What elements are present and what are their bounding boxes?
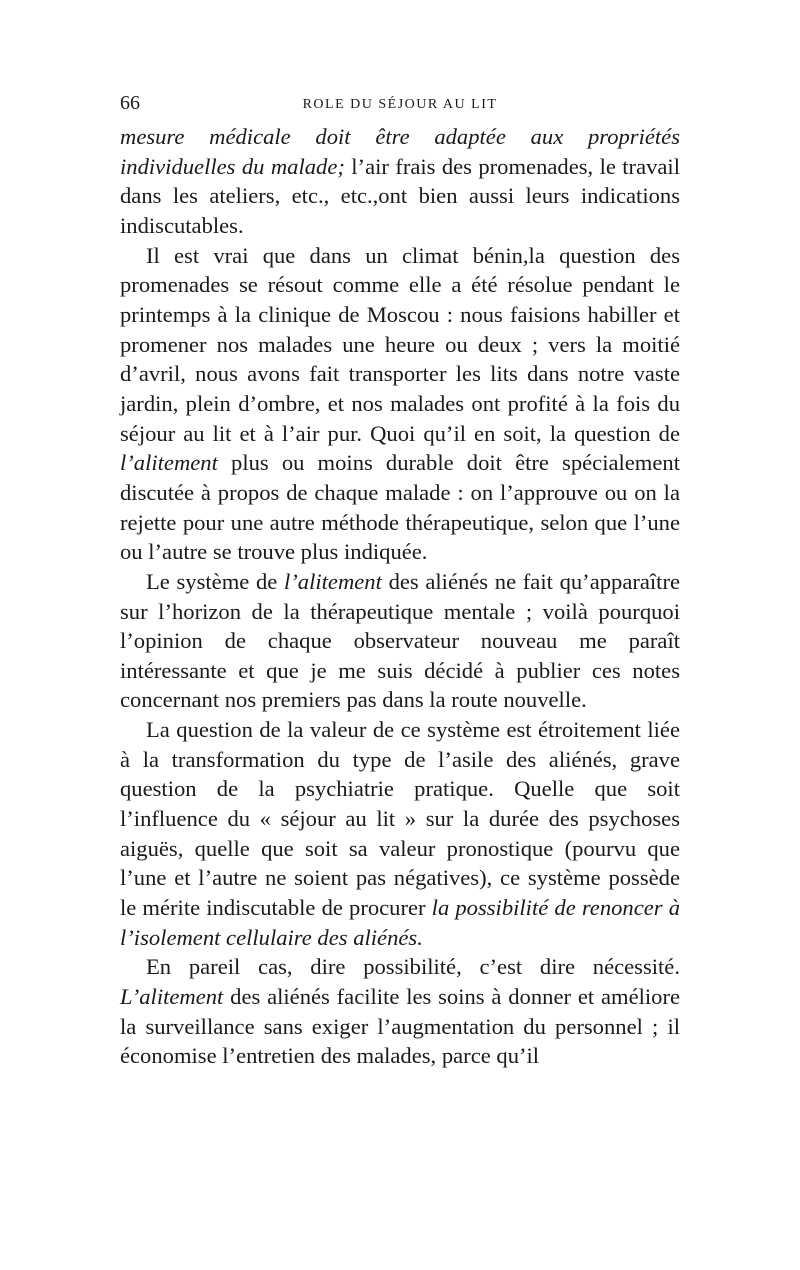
- page-number: 66: [120, 92, 140, 114]
- italic-phrase: la possibilité de renoncer à l’isolement cellulaire des aliénés.: [120, 895, 680, 950]
- running-title: ROLE DU SÉJOUR AU LIT: [302, 97, 498, 112]
- text-run: Il est vrai que dans un climat bénin,la question des promenades se résout comme elle a été résolue pendant le printemps à la clinique de Moscou : nous faisions habiller et promener nos malades une heure ou deux ; vers la moitié d’avril, nous avons fait transporter les lits dans notre vaste jardin, plein d’ombre, et nos malades ont profité à la fois du séjour au lit et à l’air pur. Quoi qu’il en soit, la question de: [120, 242, 680, 446]
- italic-phrase: l’alitement: [120, 450, 218, 476]
- italic-phrase: mesure médicale doit être adaptée aux propriétés individuelles du malade;: [120, 124, 680, 179]
- text-run: En pareil cas, dire possibilité, c’est dire nécessité.: [146, 954, 680, 980]
- text-run: l’air frais des promenades, le travail dans les ateliers, etc., etc.,ont bien aussi leurs indications indiscutables.: [120, 153, 680, 238]
- body-text: [120, 122, 680, 1071]
- text-run: des aliénés facilite les soins à donner et améliore la surveillance sans exiger l’augmentation du personnel ; il économise l’entretien des malades, parce qu’il: [120, 984, 680, 1069]
- text-run: des aliénés ne fait qu’apparaître sur l’horizon de la thérapeutique mentale ; voilà pourquoi l’opinion de chaque observateur nouveau me paraît intéressante et que je me suis décidé à publier ces notes concernant nos premiers pas dans la route nouvelle.: [120, 568, 681, 713]
- paragraph: [120, 567, 680, 715]
- italic-phrase: L’alitement: [120, 984, 224, 1010]
- text-run: Le système de: [146, 568, 284, 594]
- paragraph: [120, 241, 680, 567]
- paragraph: [120, 952, 680, 1071]
- paragraph: [120, 122, 680, 241]
- italic-phrase: l’alitement: [284, 568, 382, 594]
- text-run: plus ou moins durable doit être spécialement discutée à propos de chaque malade : on l’approuve ou on la rejette pour une autre méthode thérapeutique, selon que l’une ou l’autre se trouve plus indiquée.: [120, 450, 680, 565]
- page-header: [120, 92, 680, 120]
- text-run: La question de la valeur de ce système est étroitement liée à la transformation du type de l’asile des aliénés, grave question de la psychiatrie pratique. Quelle que soit l’influence du « séjour au lit » sur la durée des psychoses aiguës, quelle que soit sa valeur pronostique (pourvu que l’une et l’autre ne soient pas négatives), ce système possède le mérite indiscutable de procurer: [120, 717, 680, 921]
- book-page: [120, 92, 680, 1071]
- paragraph: [120, 715, 680, 952]
